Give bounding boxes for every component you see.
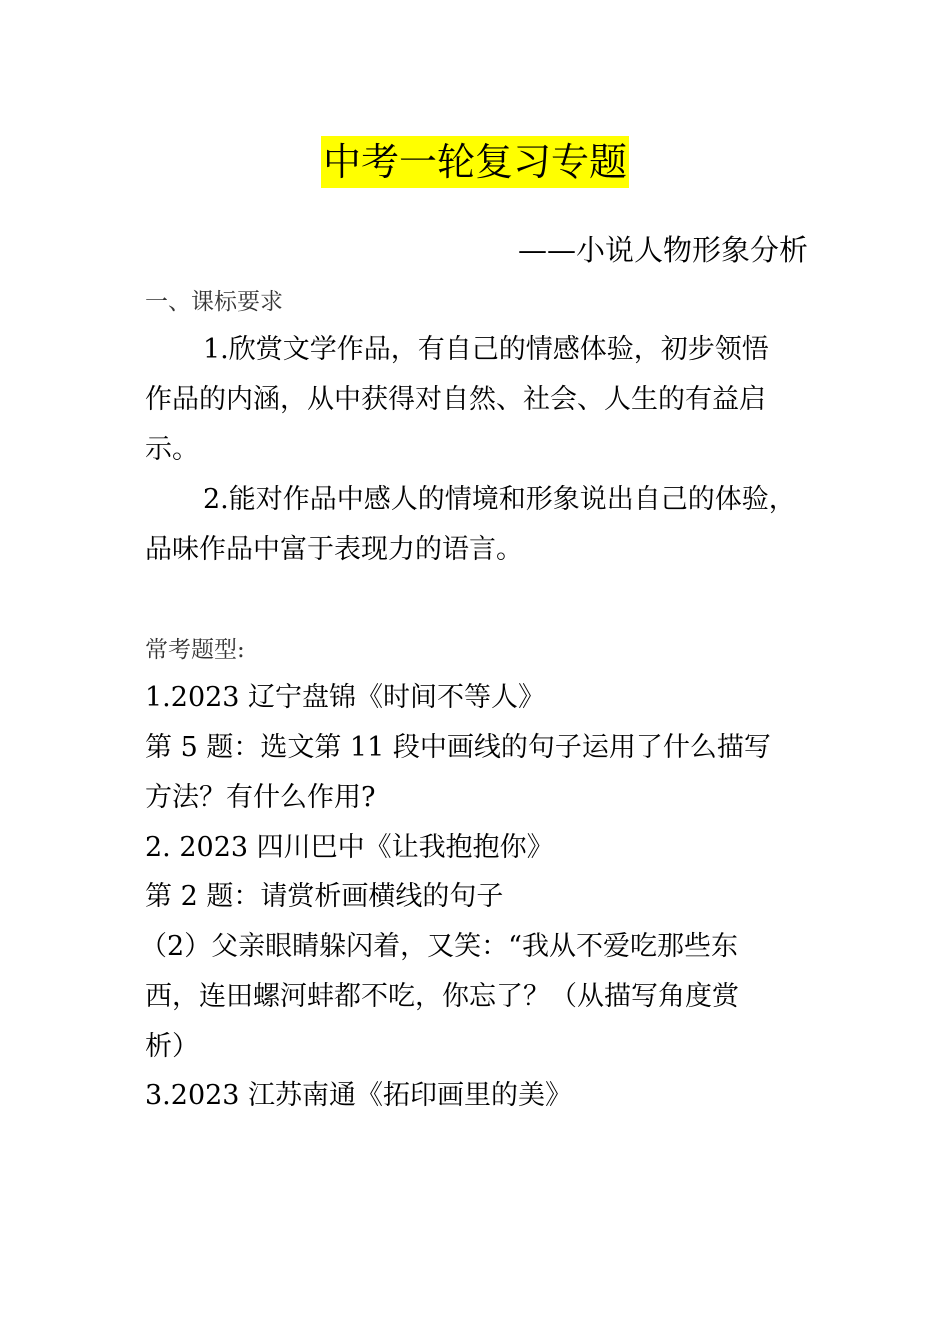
requirement-2-line-1: 2.能对作品中感人的情境和形象说出自己的体验， [203, 484, 796, 515]
question-item: 第 5 题：选文第 11 段中画线的句子运用了什么描写 [145, 732, 771, 763]
question-item: 第 2 题：请赏析画横线的句子 [145, 881, 504, 912]
requirement-1-line-2: 作品的内涵，从中获得对自然、社会、人生的有益启 [145, 384, 766, 415]
requirement-1-line-1: 1.欣赏文学作品，有自己的情感体验，初步领悟 [203, 334, 769, 365]
section-heading-question-types: 常考题型: [145, 637, 245, 663]
section-heading-curriculum: 一、课标要求 [145, 289, 283, 315]
requirement-1-line-3: 示。 [145, 434, 199, 465]
question-item: 3.2023 江苏南通《拓印画里的美》 [145, 1080, 573, 1111]
page-subtitle: ——小说人物形象分析 [517, 233, 808, 267]
question-item: 西，连田螺河蚌都不吃，你忘了？（从描写角度赏 [145, 981, 739, 1012]
requirement-2-line-2: 品味作品中富于表现力的语言。 [145, 534, 523, 565]
question-item: 2. 2023 四川巴中《让我抱抱你》 [145, 832, 554, 863]
question-item: 1.2023 辽宁盘锦《时间不等人》 [145, 682, 546, 713]
title-container [0, 136, 950, 188]
question-item: 方法？有什么作用? [145, 782, 376, 813]
page-title: 中考一轮复习专题 [321, 136, 629, 188]
question-item: 析） [145, 1031, 199, 1062]
question-item: （2）父亲眼睛躲闪着，又笑：“我从不爱吃那些东 [140, 931, 738, 962]
